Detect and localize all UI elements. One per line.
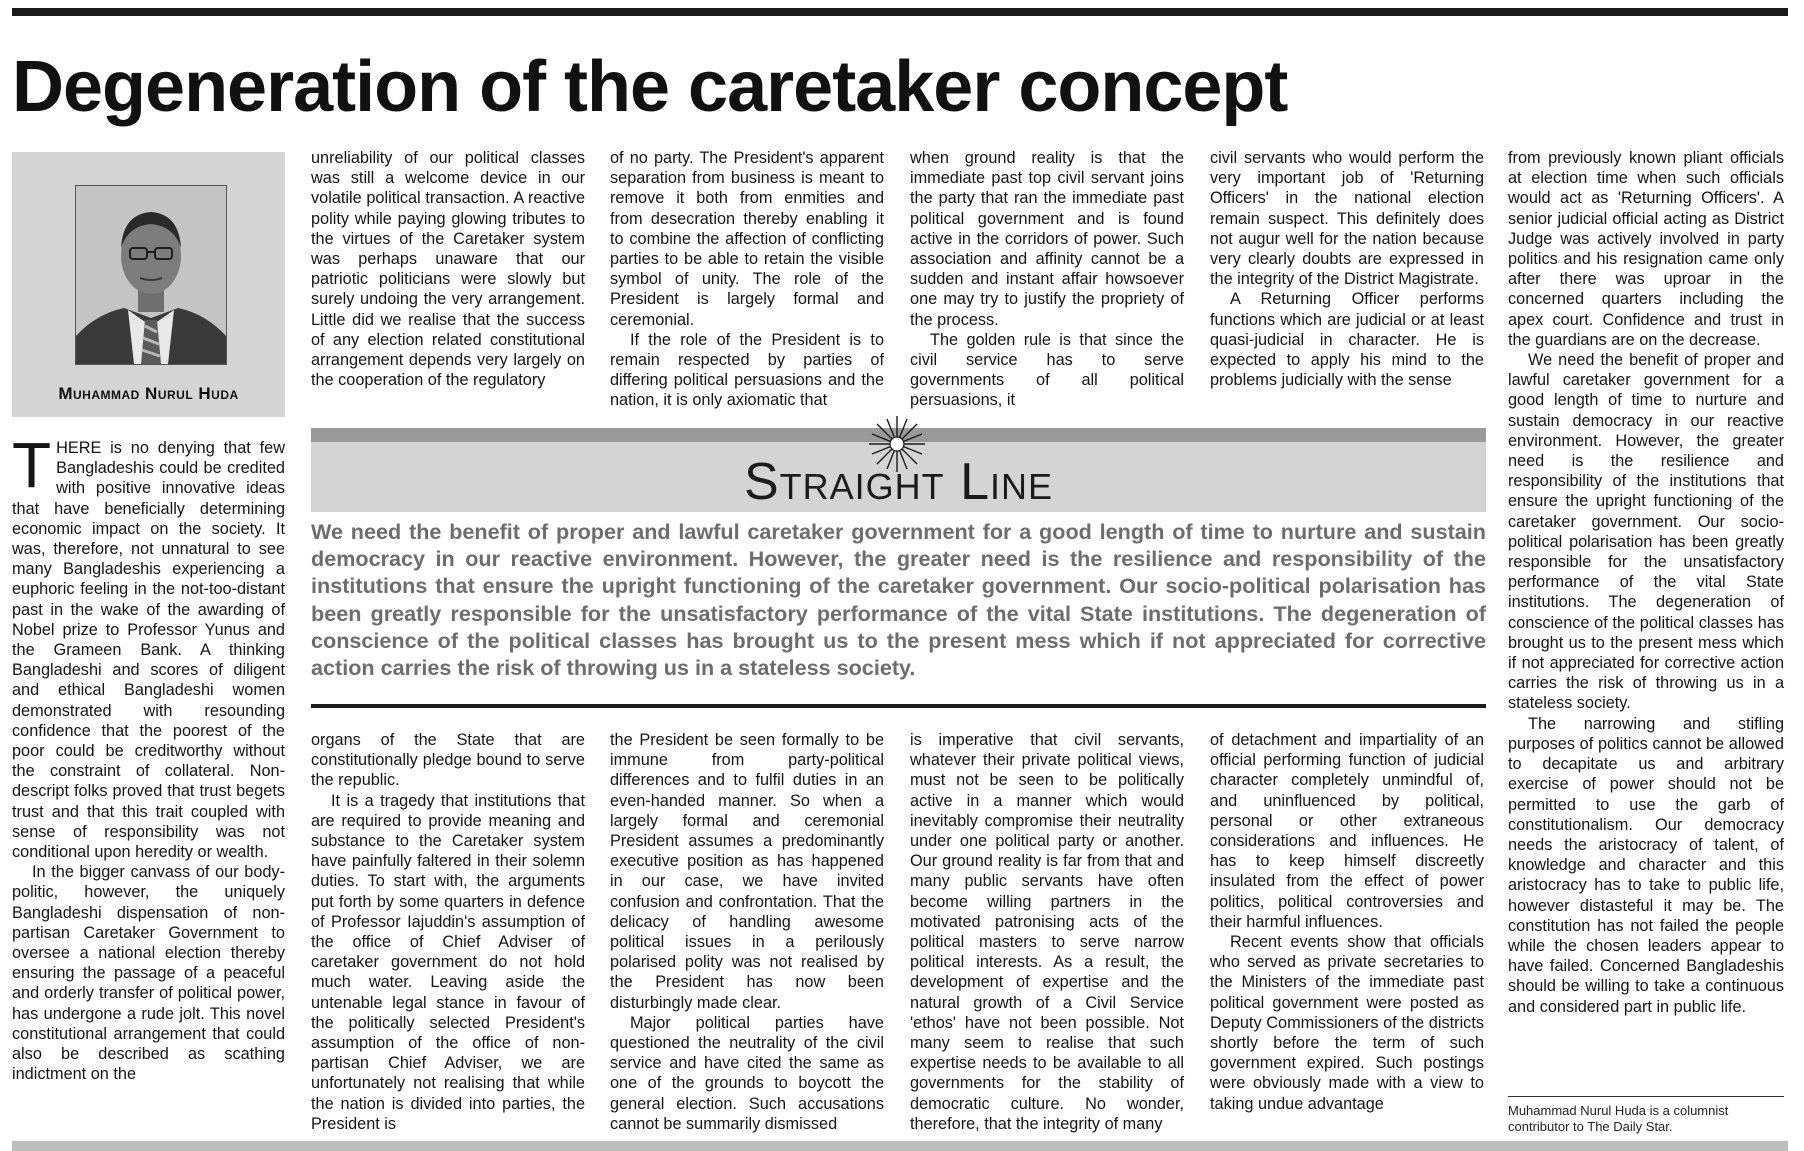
column-1-paragraph-1 bbox=[12, 429, 285, 862]
column-6-paragraph-1: from previously known pliant officials at election time when such officials would act as 'Returning Officers'. A senior judicial official acting as District Judge was actively involved in party politics and his resignation came only after there was uproar in the concerned quarters including the apex court. Confidence and trust in the guardians are on the decrease. bbox=[1508, 149, 1784, 349]
column-1-paragraph-1-text: HERE is no denying that few Bangladeshis could be credited with positive innovative ideas that have beneficially determining economic impact on the society. It was, therefore, not unnatural to see many Bangladeshis experiencing a euphoric feeling in the not-too-distant past in the wake of the awarding of Nobel prize to Professor Yunus and the Grameen Bank. A thinking Bangladeshi and scores of diligent and ethical Bangladeshi women demonstrated with resounding confidence that the poorest of the poor could be creditworthy without the constraint of collateral. Non-descript folks proved that trust begets trust and that this trait coupled with sense of responsibility was not conditional upon heredity or wealth. bbox=[12, 439, 285, 862]
top-rule bbox=[12, 8, 1788, 16]
column-2-upper bbox=[311, 148, 585, 390]
column-4-lower-paragraph-1: is imperative that civil servants, whatever their private political views, must not be seen to be politically active in a manner which would inevitably compromise their neutrality under one political party or another. Our ground reality is far from that and many public servants have often become willing partners in the motivated patronising acts of the political masters to serve narrow political interests. As a result, the development of expertise and the natural growth of a Civil Service 'ethos' have not been possible. Not many seem to realise that such expertise needs to be available to all governments for the stability of democratic culture. No wonder, therefore, that the integrity of many bbox=[910, 731, 1184, 1133]
column-2-lower bbox=[311, 730, 585, 1134]
column-6-paragraph-3: The narrowing and stifling purposes of politics cannot be allowed to decapitate us and arbitrary exercise of power should not be permitted to use the garb of constitutionalism. Our democracy needs the aristocracy of talent, of knowledge and character and this aristocracy has to take to public life, however distasteful it may be. The constitution has not failed the people while the chosen leaders appear to have failed. Concerned Bangladeshis should be willing to take a continuous and considered part in public life. bbox=[1508, 714, 1784, 1016]
column-5-upper-paragraph-1: civil servants who would perform the very important job of 'Returning Officers' in the national election remain suspect. This definitely does not augur well for the nation because very clearly doubts are expressed in the integrity of the District Magistrate. bbox=[1210, 149, 1484, 289]
column-5-lower-paragraph-2: Recent events show that officials who served as private secretaries to the Ministers of the immediate past political government were posted as Deputy Commissioners of the districts shortly before the term of such government expired. Such postings were obviously made with a view to taking undue advantage bbox=[1210, 933, 1484, 1113]
column-5-upper-paragraph-2: A Returning Officer performs functions which are judicial or at least quasi-judicial in character. He is expected to apply his mind to the problems judicially with the sense bbox=[1210, 290, 1484, 390]
column-3-upper-paragraph-1: of no party. The President's apparent separation from business is meant to remove it both from enmities and from desecration thereby enabling it to combine the affection of conflicting parties to be able to retain the visible symbol of unity. The role of the President is largely formal and ceremonial. bbox=[610, 149, 884, 329]
column-1-paragraph-2: In the bigger canvass of our body-politic, however, the uniquely Bangladeshi dispensation of non-partisan Caretaker Government to oversee a national election thereby ensuring the passage of a peaceful and orderly transfer of political power, has undergone a rude jolt. This novel constitutional arrangement that could also be described as scathing indictment on the bbox=[12, 863, 285, 1084]
column-2-upper-paragraph-1: unreliability of our political classes was still a welcome device in our volatile political transaction. A reactive polity while paying glowing tributes to the virtues of the Caretaker system was perhaps unaware that our patriotic politicians were slowly but surely undoing the very arrangement. Little did we realise that the success of any election related constitutional arrangement depends very largely on the cooperation of the regulatory bbox=[311, 149, 585, 390]
column-3-lower bbox=[610, 730, 884, 1134]
author-box bbox=[12, 152, 285, 417]
column-4-upper bbox=[910, 148, 1184, 411]
drop-cap: T bbox=[12, 429, 52, 501]
column-name: Straight Line bbox=[743, 453, 1054, 511]
author-portrait-icon bbox=[76, 186, 226, 364]
pull-quote-bottom-rule bbox=[311, 704, 1486, 708]
column-3-lower-paragraph-2: Major political parties have questioned the neutrality of the civil service and have cited the same as one of the grounds to boycott the general election. Such accusations cannot be summarily dismissed bbox=[610, 1013, 884, 1133]
column-4-upper-paragraph-1: when ground reality is that the immediate past top civil servant joins the party that ran the immediate past political government and is found active in the corridors of power. Such association and affinity cannot be a sudden and instant affair howsoever one may try to justify the propriety of the process. bbox=[910, 149, 1184, 329]
column-2-lower-paragraph-2: It is a tragedy that institutions that are required to provide meaning and substance to the Caretaker system have painfully faltered in their solemn duties. To start with, the arguments put forth by some quarters in defence of Professor Iajuddin's assumption of the office of Chief Adviser of caretaker government do not hold much water. Leaving aside the untenable legal stance in favour of the politically selected President's assumption of the office of non-partisan Chief Adviser, we are unfortunately not realising that while the nation is divided into parties, the President is bbox=[311, 791, 585, 1133]
bottom-rule bbox=[12, 1141, 1788, 1151]
column-2-lower-paragraph-1: organs of the State that are constitutionally pledge bound to serve the republic. bbox=[311, 731, 585, 790]
author-photo bbox=[75, 185, 227, 365]
author-name: Muhammad Nurul Huda bbox=[58, 384, 239, 403]
column-5-upper bbox=[1210, 148, 1484, 390]
column-5-lower-paragraph-1: of detachment and impartiality of an official performing function of judicial character completely unmindful of, and uninfluenced by political, personal or other extraneous considerations and influences. He has to keep himself discreetly insulated from the effect of power politics, political controversies and their harmful influences. bbox=[1210, 731, 1484, 931]
column-3-upper bbox=[610, 148, 884, 411]
column-4-upper-paragraph-2: The golden rule is that since the civil service has to serve governments of all political persuasions, it bbox=[910, 330, 1184, 410]
column-3-upper-paragraph-2: If the role of the President is to remain respected by parties of differing political persuasions and the nation, it is only axiomatic that bbox=[610, 330, 884, 410]
headline: Degeneration of the caretaker concept bbox=[12, 47, 1288, 127]
pull-quote: We need the benefit of proper and lawful caretaker government for a good length of time to nurture and sustain democracy in our reactive environment. However, the greater need is the resilience and responsibility of the institutions that ensure the upright functioning of the caretaker government. Our socio-political polarisation has been greatly responsible for the unsatisfactory performance of the vital State institutions. The degeneration of conscience of the political classes has brought us to the present mess which if not appreciated for corrective action carries the risk of throwing us in a stateless society. bbox=[311, 519, 1486, 681]
column-4-lower bbox=[910, 730, 1184, 1134]
column-6 bbox=[1508, 148, 1784, 1017]
column-1 bbox=[12, 429, 285, 1085]
column-5-lower bbox=[1210, 730, 1484, 1114]
column-6-paragraph-2: We need the benefit of proper and lawful caretaker government for a good length of time to nurture and sustain democracy in our reactive environment. However, the greater need is the resilience and responsibility of the institutions that ensure the upright functioning of the caretaker government. Our socio-political polarisation has been greatly responsible for the unsatisfactory performance of the vital State institutions. The degeneration of conscience of the political classes has brought us to the present mess which if not appreciated for corrective action carries the risk of throwing us in a stateless society. bbox=[1508, 351, 1784, 713]
author-footnote: Muhammad Nurul Huda is a columnist contributor to The Daily Star. bbox=[1508, 1096, 1784, 1135]
column-3-lower-paragraph-1: the President be seen formally to be immune from party-political differences and to fulfil duties in an even-handed manner. So when a largely formal and ceremonial President assumes a predominantly executive position as has happened in our case, we have invited confusion and confrontation. That the delicacy of handling awesome political issues in a perilously polarised polity was not realised by the President has now been disturbingly made clear. bbox=[610, 731, 884, 1012]
